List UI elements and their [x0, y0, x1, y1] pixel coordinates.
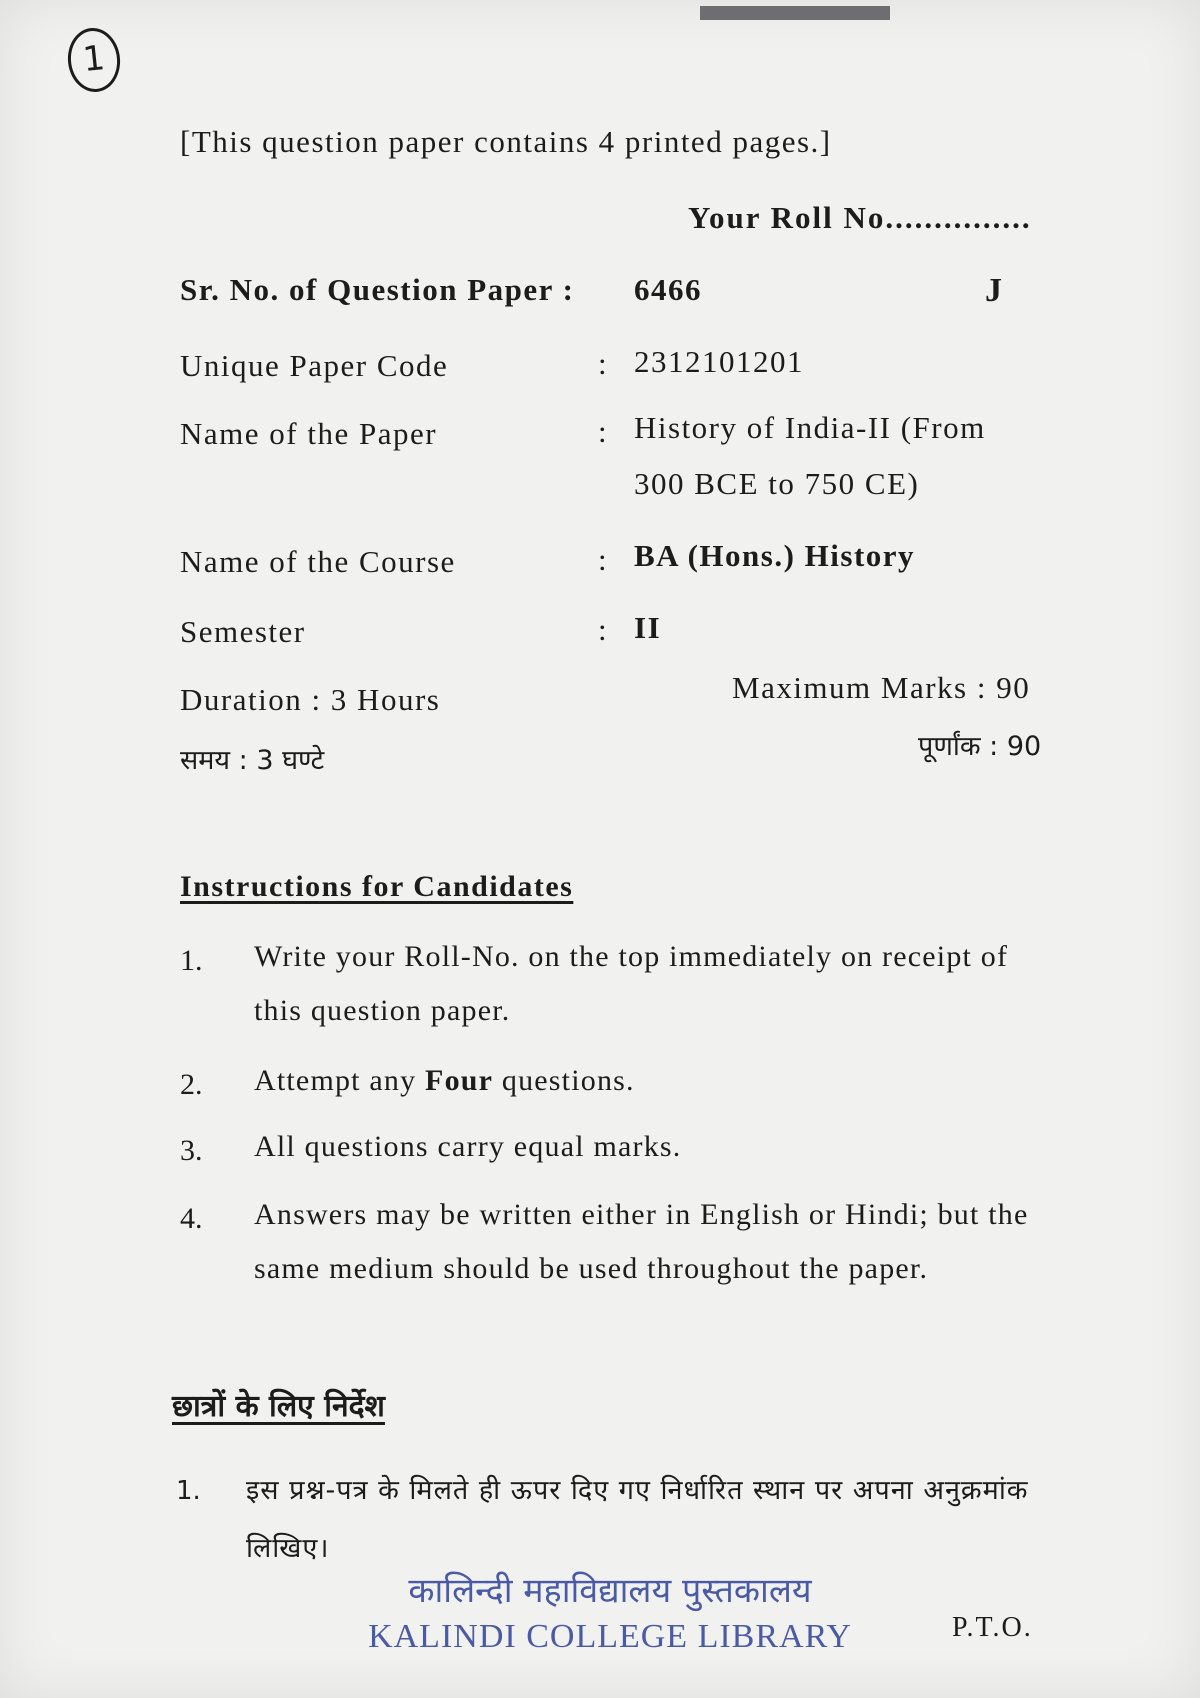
semester-label: Semester — [180, 614, 306, 649]
upc-label: Unique Paper Code — [180, 348, 449, 383]
max-marks-english: Maximum Marks : 90 — [732, 670, 1031, 705]
course-label: Name of the Course — [180, 544, 456, 579]
hindi-instructions-heading: छात्रों के लिए निर्देश — [172, 1389, 385, 1424]
upc-separator: : — [598, 346, 607, 381]
instruction-2-number: 2. — [180, 1068, 203, 1101]
instruction-4-number: 4. — [180, 1202, 203, 1235]
paper-name-separator: : — [598, 414, 607, 449]
scan-edge-bar — [700, 6, 890, 20]
hindi-instruction-1-number: 1. — [176, 1476, 201, 1506]
instruction-1-number: 1. — [180, 944, 203, 977]
roll-number-field: Your Roll No............... — [688, 200, 1032, 235]
header-note: [This question paper contains 4 printed pages.] — [180, 124, 832, 159]
library-stamp-english: KALINDI COLLEGE LIBRARY — [368, 1618, 852, 1655]
semester-value: II — [634, 610, 662, 645]
max-marks-hindi: पूर्णांक : 90 — [918, 731, 1042, 762]
upc-value: 2312101201 — [634, 344, 804, 379]
instruction-1-text: Write your Roll-No. on the top immediately on receipt of this question paper. — [254, 940, 1009, 1027]
paper-name-value-line2: 300 BCE to 750 CE) — [634, 466, 920, 501]
instructions-heading: Instructions for Candidates — [180, 870, 574, 903]
instruction-2-text: Attempt any Four questions. — [254, 1064, 635, 1097]
hindi-instruction-1-text: इस प्रश्न-पत्र के मिलते ही ऊपर दिए गए निर्धारित स्थान पर अपना अनुक्रमांक लिखिए। — [246, 1475, 1029, 1564]
paper-name-label: Name of the Paper — [180, 416, 438, 451]
course-separator: : — [598, 542, 607, 577]
pto-label: P.T.O. — [952, 1612, 1033, 1643]
sr-no-value: 6466 — [634, 272, 702, 307]
course-value: BA (Hons.) History — [634, 538, 916, 573]
instruction-3-text: All questions carry equal marks. — [254, 1130, 682, 1163]
series-letter: J — [985, 272, 1002, 309]
sr-no-label: Sr. No. of Question Paper : — [180, 272, 575, 307]
duration-hindi: समय : 3 घण्टे — [180, 745, 325, 776]
instruction-2-bold-word: Four — [425, 1064, 494, 1097]
duration-english: Duration : 3 Hours — [180, 682, 441, 717]
semester-separator: : — [598, 612, 607, 647]
library-stamp — [360, 1566, 860, 1656]
instruction-4-text: Answers may be written either in English or Hindi; but the same medium should be used throughout the paper. — [254, 1198, 1029, 1285]
instruction-3-number: 3. — [180, 1134, 203, 1167]
paper-name-value-line1: History of India-II (From — [634, 410, 986, 445]
library-stamp-hindi: कालिन्दी महाविद्यालय पुस्तकालय — [408, 1571, 812, 1611]
handwritten-page-number: 1 — [65, 25, 123, 94]
